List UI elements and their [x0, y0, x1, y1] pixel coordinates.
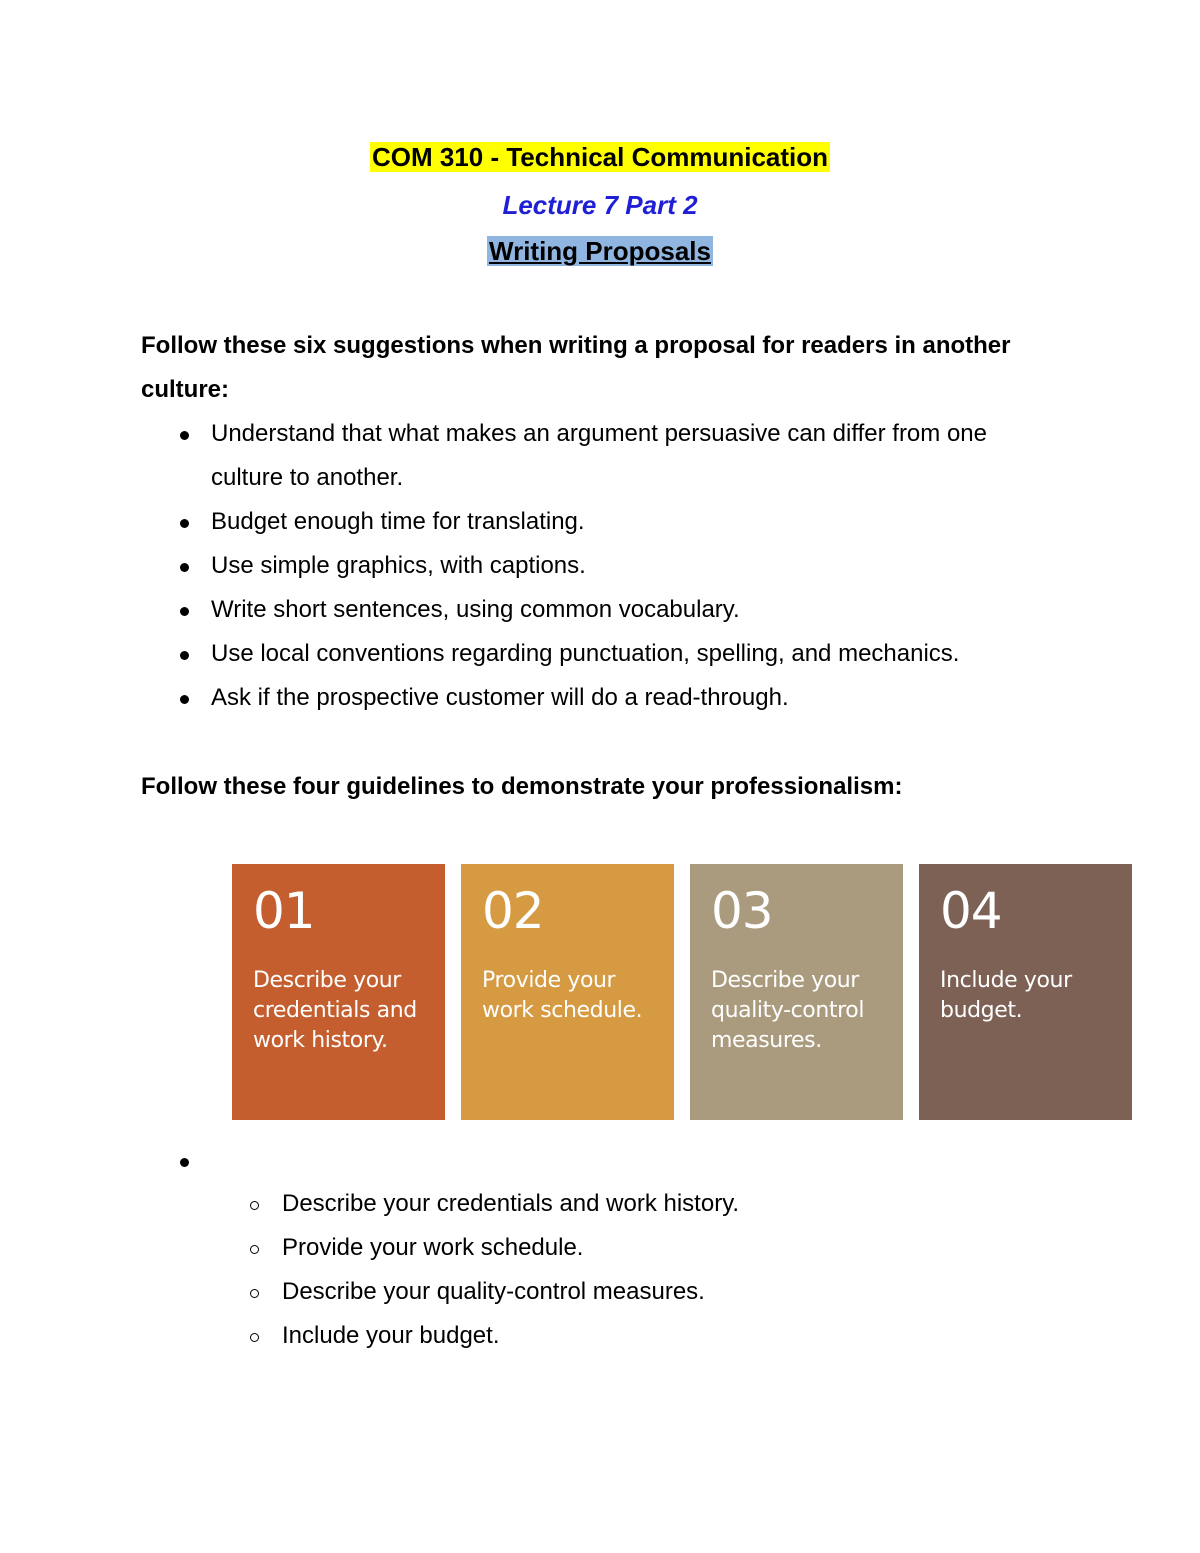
list-item: Ask if the prospective customer will do a read-through.	[0, 676, 1061, 720]
guidelines-sublist	[0, 1182, 1082, 1358]
card-number: 04	[940, 882, 1002, 940]
list-item: Understand that what makes an argument persuasive can differ from one culture to another.	[0, 412, 1061, 500]
list-item: Describe your credentials and work history.	[0, 1182, 1082, 1226]
bullet-icon	[180, 563, 189, 572]
list-item: Provide your work schedule.	[0, 1226, 1082, 1270]
bullet-icon	[180, 1158, 189, 1167]
card-number: 01	[253, 882, 315, 940]
list-item: Write short sentences, using common vocabulary.	[0, 588, 1061, 632]
guideline-card-02	[461, 864, 674, 1120]
guideline-card-01	[232, 864, 445, 1120]
section2-intro: Follow these four guidelines to demonstrate your professionalism:	[141, 773, 903, 800]
bullet-icon	[180, 607, 189, 616]
lecture-title: Lecture 7 Part 2	[502, 190, 698, 220]
list-item: Include your budget.	[0, 1314, 1082, 1358]
card-text: Provide your work schedule.	[482, 968, 643, 1023]
list-item: Use local conventions regarding punctuation, spelling, and mechanics.	[0, 632, 1061, 676]
bullet-icon	[180, 431, 189, 440]
card-number: 02	[482, 882, 544, 940]
bullet-icon	[180, 695, 189, 704]
section1-intro: Follow these six suggestions when writing a proposal for readers in another culture:	[141, 332, 1011, 403]
hollow-bullet-icon	[250, 1245, 259, 1254]
guideline-card-04	[919, 864, 1132, 1120]
course-title-text: COM 310 - Technical Communication	[371, 142, 829, 172]
hollow-bullet-icon	[250, 1289, 259, 1298]
bullet-icon	[180, 519, 189, 528]
card-number: 03	[711, 882, 773, 940]
list-item: Budget enough time for translating.	[0, 500, 1061, 544]
hollow-bullet-icon	[250, 1201, 259, 1210]
list-item: Describe your quality-control measures.	[0, 1270, 1082, 1314]
guidelines-graphic	[232, 864, 1134, 1120]
card-text: Describe your quality-control measures.	[711, 968, 865, 1053]
topic-title-text: Writing Proposals	[489, 236, 711, 266]
bullet-icon	[180, 651, 189, 660]
course-title	[0, 140, 1200, 174]
topic-title	[0, 234, 1200, 268]
guideline-card-03	[690, 864, 903, 1120]
card-text: Describe your credentials and work history.	[253, 968, 417, 1053]
suggestions-list	[0, 412, 1061, 720]
card-text: Include your budget.	[940, 968, 1072, 1023]
hollow-bullet-icon	[250, 1333, 259, 1342]
list-item: Use simple graphics, with captions.	[0, 544, 1061, 588]
